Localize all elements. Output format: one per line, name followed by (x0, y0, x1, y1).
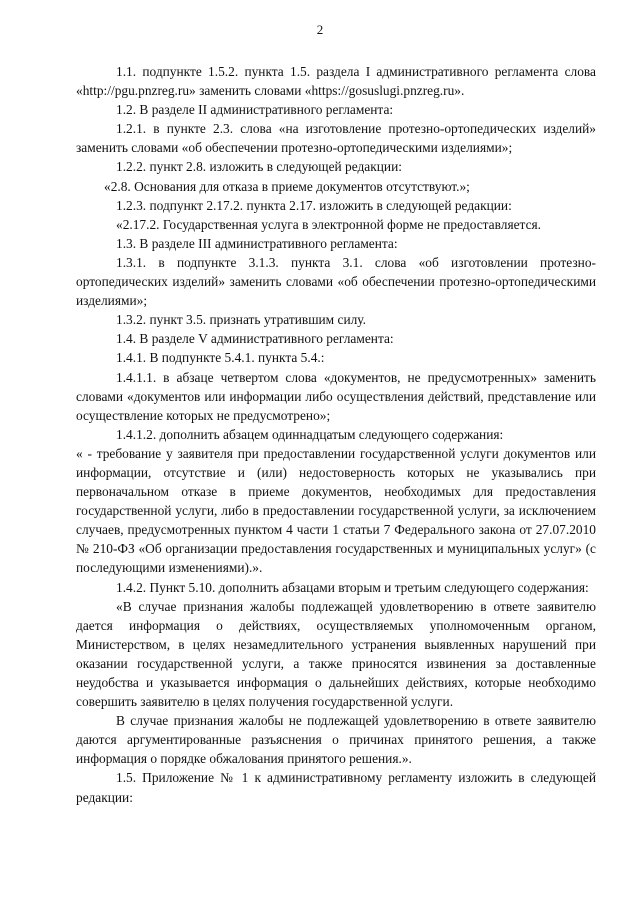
paragraph-1-4-2: 1.4.2. Пункт 5.10. дополнить абзацами вторым и третьим следующего содержания: (116, 579, 589, 595)
paragraph-1-4-1: 1.4.1. В подпункте 5.4.1. пункта 5.4.: (116, 350, 325, 366)
paragraph-1-4: 1.4. В разделе V административного регламента: (116, 331, 394, 347)
paragraph-1-2: 1.2. В разделе II административного регламента: (116, 102, 394, 118)
paragraph-1-2-2: 1.2.2. пункт 2.8. изложить в следующей редакции: (116, 159, 402, 175)
paragraph-1-4-1-2: 1.4.1.2. дополнить абзацем одиннадцатым следующего содержания: (116, 426, 504, 442)
paragraph-quote-complaint-satisfied: «В случае признания жалобы подлежащей удовлетворению в ответе заявителю дается информация о действиях, осуществляемых уполномоченным органом, Министерством, в целях незамедлительного устранения выявленных нарушений при оказании государственной услуги, а также приносятся извинения за доставленные неудобства и указывается информация о дальнейших действиях, которые необходимо совершить заявителю в целях получения государственной услуги. (76, 598, 596, 710)
paragraph-1-4-1-1: 1.4.1.1. в абзаце четвертом слова «документов, не предусмотренных» заменить словами «документов или информации либо осуществления действий, представление или осуществление которых не предусмотрено»; (76, 369, 596, 423)
paragraph-1-3-1: 1.3.1. в подпункте 3.1.3. пункта 3.1. слова «об изготовлении протезно-ортопедических изделий» заменить словами «об обеспечении протезно-ортопедическими изделиями»; (76, 254, 596, 309)
page-number: 2 (316, 22, 324, 37)
paragraph-quote-complaint-rejected: В случае признания жалобы не подлежащей удовлетворению в ответе заявителю даются аргументированные разъяснения о причинах принятого решения, а также информация о порядке обжалования принятого решения.». (76, 713, 596, 767)
paragraph-quote-requirement: « - требование у заявителя при предоставлении государственной услуги документов или информации, отсутствие и (или) недостоверность которых не указывались при первоначальном отказе в приеме документов, необходимых для предоставления государственной услуги, либо в предоставлении государственной услуги, за исключением случаев, предусмотренных пунктом 4 части 1 статьи 7 Федерального закона от 27.07.2010 № 210-ФЗ «Об организации предоставления государственных и муниципальных услуг» (с последующими изменениями).». (76, 445, 596, 576)
paragraph-1-2-3: 1.2.3. подпункт 2.17.2. пункта 2.17. изложить в следующей редакции: (116, 197, 512, 213)
paragraph-quote-2-17-2: «2.17.2. Государственная услуга в электронной форме не предоставляется. (116, 216, 542, 232)
paragraph-1-5: 1.5. Приложение № 1 к административному регламенту изложить в следующей редакции: (76, 770, 596, 805)
paragraph-1-3: 1.3. В разделе III административного регламента: (116, 235, 398, 251)
paragraph-1-3-2: 1.3.2. пункт 3.5. признать утратившим силу. (116, 312, 366, 328)
paragraph-1-1: 1.1. подпункте 1.5.2. пункта 1.5. раздела I административного регламента слова «http://pgu.pnzreg.ru» заменить словами «https://gosuslugi.pnzreg.ru». (76, 64, 596, 99)
paragraph-1-2-1: 1.2.1. в пункте 2.3. слова «на изготовление протезно-ортопедических изделий» заменить словами «об обеспечении протезно-ортопедическими изделиями»; (76, 121, 596, 156)
paragraph-quote-2-8: «2.8. Основания для отказа в приеме документов отсутствуют.»; (104, 178, 470, 194)
document-body (76, 62, 596, 807)
